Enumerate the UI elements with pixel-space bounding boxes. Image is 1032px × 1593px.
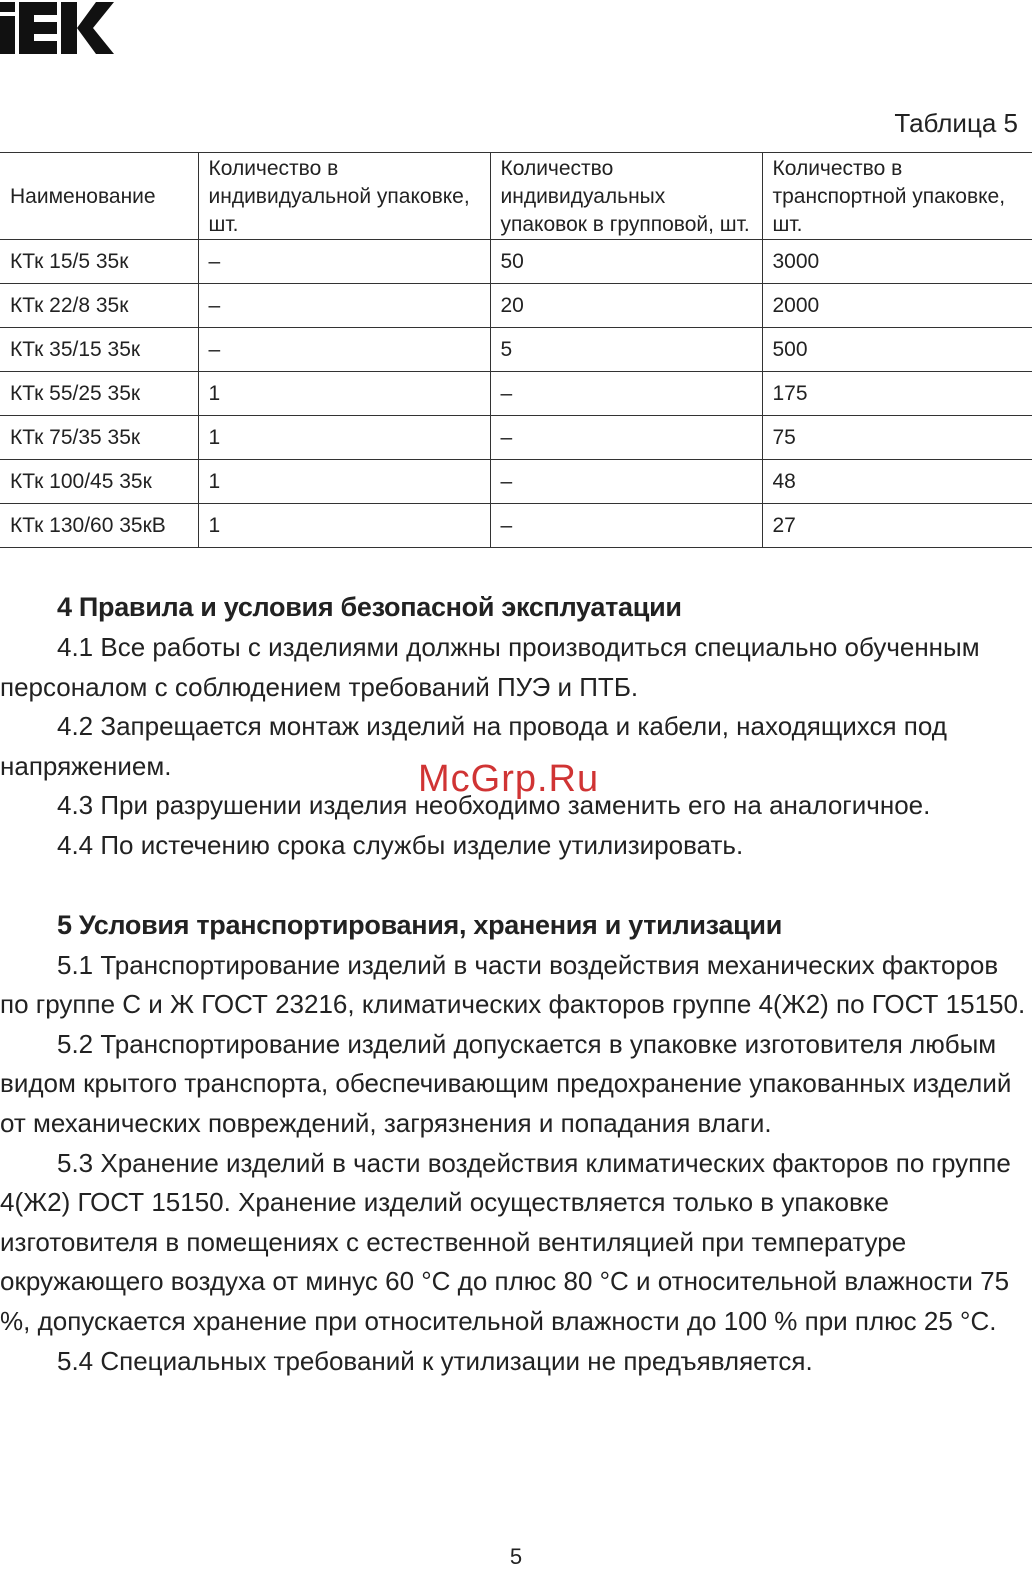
cell-individual-qty: – xyxy=(198,240,490,284)
cell-group-qty: – xyxy=(490,416,762,460)
cell-name: КТк 22/8 35к xyxy=(0,284,198,328)
cell-group-qty: 20 xyxy=(490,284,762,328)
paragraph-5-1: 5.1 Транспортирование изделий в части воздействия механических факторов по группе С и Ж ГОСТ 23216, климатических факторов группе 4(Ж2) по ГОСТ 15150. xyxy=(0,949,1026,1020)
table-row xyxy=(0,328,1032,372)
cell-name: КТк 35/15 35к xyxy=(0,328,198,372)
cell-transport-qty: 75 xyxy=(762,416,1032,460)
section-5-heading: 5 Условия транспортирования, хранения и утилизации xyxy=(57,909,782,940)
cell-individual-qty: 1 xyxy=(198,416,490,460)
paragraph-4-3: 4.3 При разрушении изделия необходимо заменить его на аналогичное. xyxy=(57,790,931,821)
table-row xyxy=(0,460,1032,504)
cell-name: КТк 15/5 35к xyxy=(0,240,198,284)
header-individual-qty: Количество в индивидуальной упаковке, шт. xyxy=(198,153,490,240)
table-row xyxy=(0,284,1032,328)
cell-group-qty: – xyxy=(490,504,762,548)
cell-transport-qty: 175 xyxy=(762,372,1032,416)
cell-group-qty: 5 xyxy=(490,328,762,372)
cell-transport-qty: 27 xyxy=(762,504,1032,548)
cell-individual-qty: 1 xyxy=(198,372,490,416)
table-row xyxy=(0,504,1032,548)
section-4-heading: 4 Правила и условия безопасной эксплуатации xyxy=(57,592,682,622)
cell-name: КТк 130/60 35кВ xyxy=(0,504,198,548)
section-spacer xyxy=(0,866,1032,905)
cell-individual-qty: – xyxy=(198,328,490,372)
table-row xyxy=(0,416,1032,460)
table-row xyxy=(0,240,1032,284)
table-caption: Таблица 5 xyxy=(894,108,1018,138)
document-body xyxy=(0,587,1032,1381)
cell-name: КТк 100/45 35к xyxy=(0,460,198,504)
header-transport-qty: Количество в транспортной упаковке, шт. xyxy=(762,153,1032,240)
watermark: McGrp.Ru xyxy=(418,758,600,800)
table-row xyxy=(0,372,1032,416)
cell-transport-qty: 48 xyxy=(762,460,1032,504)
paragraph-4-1: 4.1 Все работы с изделиями должны производиться специально обученным персоналом с соблюдением требований ПУЭ и ПТБ. xyxy=(0,632,980,702)
paragraph-5-3: 5.3 Хранение изделий в части воздействия климатических факторов по группе 4(Ж2) ГОСТ 15150. Хранение изделий осуществляется только в упаковке изготовителя в помещениях с естественной вентиляцией при температуре окружающего воздуха от минус 60 °С до плюс 80 °С и относительной влажности 75 %, допускается хранение при относительной влажности до 100 % при плюс 25 °С. xyxy=(0,1147,1011,1336)
packaging-table xyxy=(0,152,1032,548)
cell-individual-qty: – xyxy=(198,284,490,328)
paragraph-5-2: 5.2 Транспортирование изделий допускается в упаковке изготовителя любым видом крытого транспорта, обеспечивающим предохранение упакованных изделий от механических повреждений, загрязнения и попадания влаги. xyxy=(0,1028,1012,1138)
cell-group-qty: 50 xyxy=(490,240,762,284)
cell-group-qty: – xyxy=(490,460,762,504)
cell-transport-qty: 2000 xyxy=(762,284,1032,328)
cell-group-qty: – xyxy=(490,372,762,416)
table-header-row xyxy=(0,153,1032,240)
header-group-qty: Количество индивидуальных упаковок в групповой, шт. xyxy=(490,153,762,240)
paragraph-4-2: 4.2 Запрещается монтаж изделий на провода и кабели, находящихся под напряжением. xyxy=(0,711,947,781)
page-number: 5 xyxy=(509,1544,523,1569)
cell-transport-qty: 3000 xyxy=(762,240,1032,284)
header-name: Наименование xyxy=(0,153,198,240)
paragraph-5-4: 5.4 Специальных требований к утилизации не предъявляется. xyxy=(57,1345,813,1376)
cell-individual-qty: 1 xyxy=(198,460,490,504)
cell-name: КТк 75/35 35к xyxy=(0,416,198,460)
cell-transport-qty: 500 xyxy=(762,328,1032,372)
paragraph-4-4: 4.4 По истечению срока службы изделие утилизировать. xyxy=(57,829,744,860)
iek-logo xyxy=(0,2,114,54)
cell-name: КТк 55/25 35к xyxy=(0,372,198,416)
cell-individual-qty: 1 xyxy=(198,504,490,548)
